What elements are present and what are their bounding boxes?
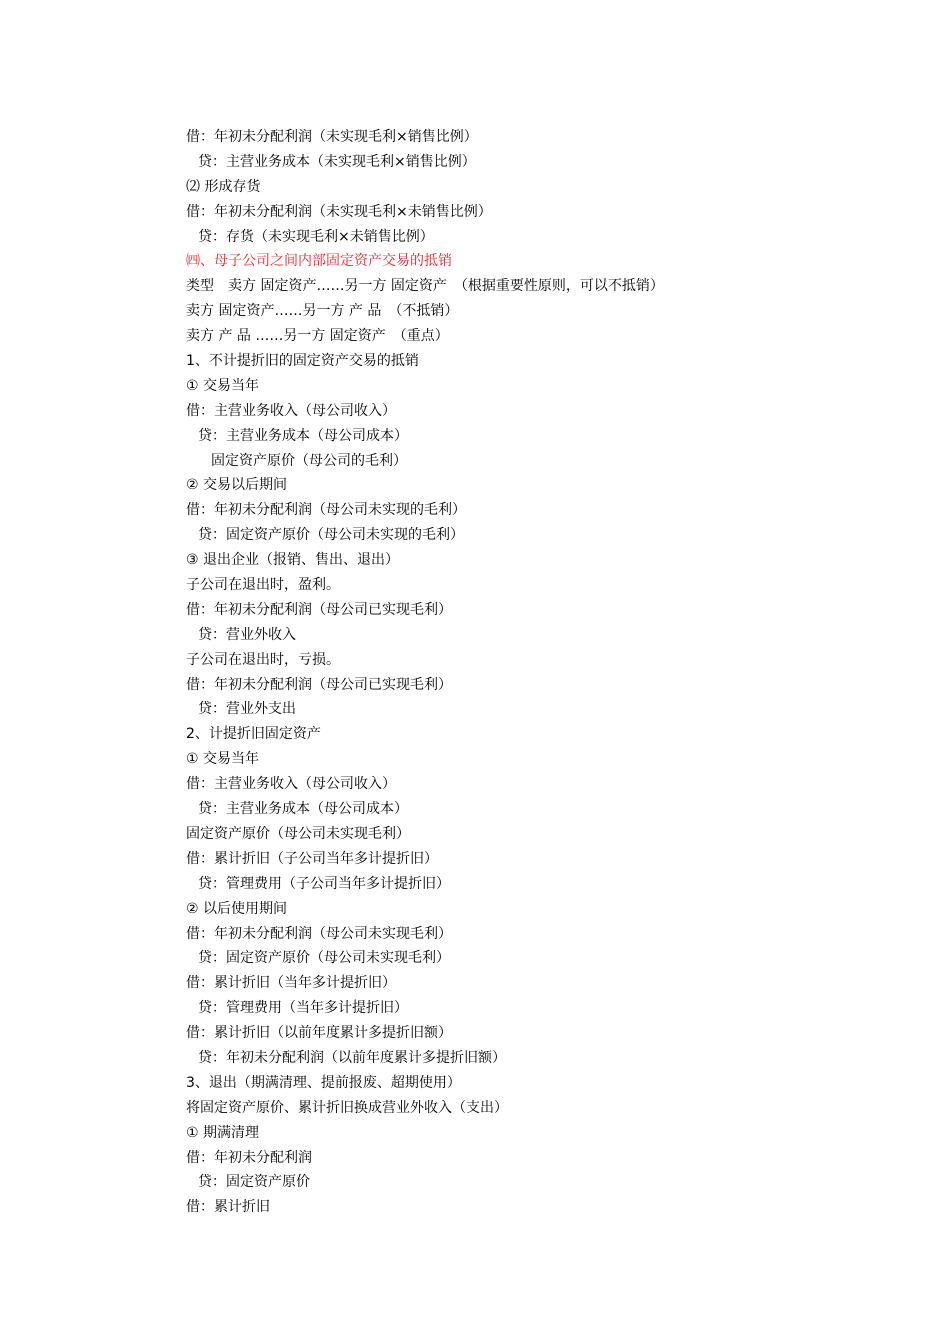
text-line: 借：主营业务收入（母公司收入） — [186, 776, 396, 793]
section-heading: ㈣、母子公司之间内部固定资产交易的抵销 — [186, 253, 452, 270]
text-line: 借：年初未分配利润（母公司未实现的毛利） — [186, 502, 466, 519]
text-line: 借：年初未分配利润（未实现毛利×未销售比例） — [186, 203, 492, 220]
text-line: ① 期满清理 — [186, 1124, 260, 1141]
text-line: 贷：固定资产原价（母公司未实现毛利） — [198, 950, 450, 967]
text-line: 将固定资产原价、累计折旧换成营业外收入（支出） — [186, 1099, 508, 1116]
text-line: 借：累计折旧 — [186, 1199, 270, 1216]
text-line: 借：主营业务收入（母公司收入） — [186, 402, 396, 419]
text-line: 卖方 产 品 ……另一方 固定资产 （重点） — [186, 328, 449, 345]
text-line: 子公司在退出时，盈利。 — [186, 577, 340, 594]
text-line: 借：年初未分配利润 — [186, 1149, 312, 1166]
document-body — [186, 125, 886, 1220]
text-line: 贷：存货（未实现毛利×未销售比例） — [198, 228, 434, 245]
text-line: ① 交易当年 — [186, 377, 260, 394]
text-line: 固定资产原价（母公司的毛利） — [211, 452, 407, 469]
text-line: 1、不计提折旧的固定资产交易的抵销 — [186, 353, 419, 370]
text-line: ② 以后使用期间 — [186, 900, 288, 917]
text-line: 贷：管理费用（当年多计提折旧） — [198, 1000, 408, 1017]
text-line: 类型 卖方 固定资产……另一方 固定资产 （根据重要性原则，可以不抵销） — [186, 278, 664, 295]
text-line: 借：累计折旧（以前年度累计多提折旧额） — [186, 1025, 452, 1042]
text-line: 贷：固定资产原价 — [198, 1174, 310, 1191]
text-line: 贷：年初未分配利润（以前年度累计多提折旧额） — [198, 1049, 506, 1066]
text-line: 固定资产原价（母公司未实现毛利） — [186, 825, 410, 842]
text-line: ③ 退出企业（报销、售出、退出） — [186, 552, 400, 569]
text-line: 贷：主营业务成本（母公司成本） — [198, 801, 408, 818]
text-line: ① 交易当年 — [186, 751, 260, 768]
text-line: 借：年初未分配利润（母公司已实现毛利） — [186, 601, 452, 618]
text-line: 贷：固定资产原价（母公司未实现的毛利） — [198, 527, 464, 544]
text-line: 借：累计折旧（子公司当年多计提折旧） — [186, 850, 438, 867]
text-line: ⑵ 形成存货 — [186, 178, 261, 195]
text-line: 借：年初未分配利润（未实现毛利×销售比例） — [186, 129, 478, 145]
text-line: 贷：营业外支出 — [198, 701, 296, 718]
text-line: 3、退出（期满清理、提前报废、超期使用） — [186, 1074, 461, 1091]
text-line: 贷：管理费用（子公司当年多计提折旧） — [198, 875, 450, 892]
text-line: 借：年初未分配利润（母公司已实现毛利） — [186, 676, 452, 693]
text-line: 借：累计折旧（当年多计提折旧） — [186, 975, 396, 992]
text-line: 2、计提折旧固定资产 — [186, 726, 321, 743]
text-line: 借：年初未分配利润（母公司未实现毛利） — [186, 925, 452, 942]
text-line: 贷：营业外收入 — [198, 626, 296, 643]
text-line: 子公司在退出时，亏损。 — [186, 651, 340, 668]
text-line: 卖方 固定资产……另一方 产 品 （不抵销） — [186, 303, 459, 320]
text-line: 贷：主营业务成本（未实现毛利×销售比例） — [198, 153, 476, 170]
text-line: ② 交易以后期间 — [186, 477, 288, 494]
text-line: 贷：主营业务成本（母公司成本） — [198, 427, 408, 444]
